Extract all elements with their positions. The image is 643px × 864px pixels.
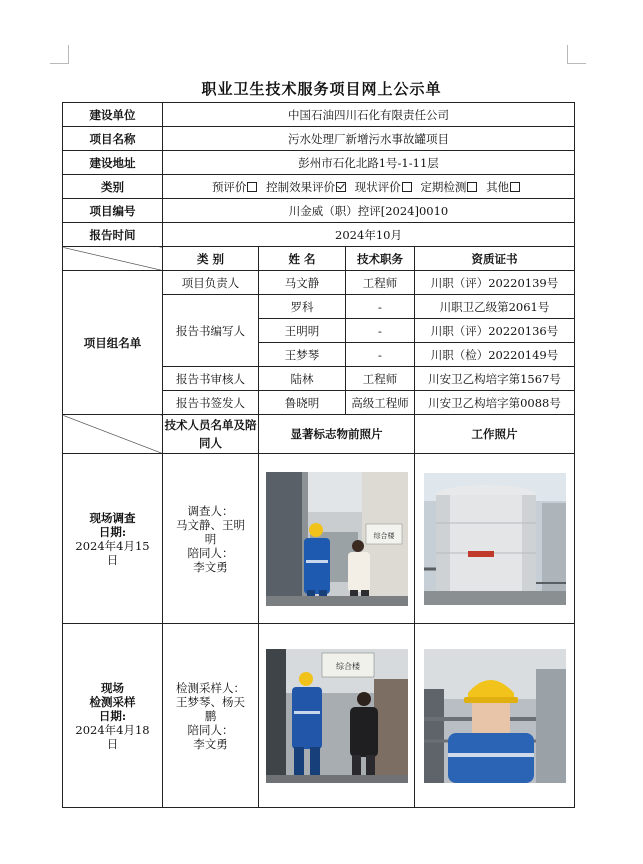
survey-work-photo [424, 473, 566, 605]
other-checkbox [510, 182, 520, 192]
member-title: - [346, 295, 415, 319]
member-cert: 川职（评）20220136号 [415, 319, 575, 343]
sampling-escort-name: 李文勇 [193, 736, 228, 751]
page-title: 职业卫生技术服务项目网上公示单 [201, 80, 442, 98]
project-number-label: 项目编号 [63, 199, 163, 223]
category-option-other: 其他 [486, 180, 525, 194]
row-category [63, 175, 575, 199]
sampling-label-cont: 检测采样 [89, 694, 136, 709]
header-staff-and-escort: 技术人员名单及陪同人 [163, 415, 259, 454]
sampling-landmark-photo-cell [259, 624, 415, 808]
member-title: - [346, 319, 415, 343]
sampling-date-suffix: 日 [106, 736, 119, 751]
category-option-status-evaluation: 现状评价 [355, 180, 417, 194]
survey-date-suffix: 日 [106, 552, 119, 567]
sampling-date: 2024年4月18 [75, 722, 150, 737]
member-name: 王明明 [259, 319, 346, 343]
member-title: 高级工程师 [346, 391, 415, 415]
sampling-date-cell [63, 624, 163, 808]
survey-escort-label: 陪同人： [187, 545, 234, 560]
category-options [163, 175, 575, 199]
member-title: 工程师 [346, 367, 415, 391]
member-name: 王梦琴 [259, 343, 346, 367]
svg-text:综合楼: 综合楼 [373, 531, 394, 540]
svg-text:综合楼: 综合楼 [335, 661, 360, 671]
header-category: 类 别 [163, 247, 259, 271]
survey-staff-names-cont: 明 [204, 531, 217, 546]
category-option-control-evaluation: 控制效果评价 [266, 180, 351, 194]
survey-staff-cell [163, 454, 259, 624]
member-cert: 川安卫乙构培字第0088号 [415, 391, 575, 415]
project-name-value: 污水处理厂新增污水事故罐项目 [163, 127, 575, 151]
construction-address-label: 建设地址 [63, 151, 163, 175]
survey-staff-names: 马文静、王明 [176, 517, 245, 532]
role-report-reviewer: 报告书审核人 [163, 367, 259, 391]
category-label: 类别 [63, 175, 163, 199]
control-evaluation-checkbox [336, 182, 346, 192]
sampling-landmark-photo [266, 649, 408, 783]
category-option-pre-evaluation: 预评价 [212, 180, 263, 194]
sampling-staff-label: 检测采样人： [176, 680, 245, 695]
survey-date-cell [63, 454, 163, 624]
sampling-work-photo-cell [415, 624, 575, 808]
sampling-staff-cell [163, 624, 259, 808]
survey-date-label: 日期: [98, 524, 127, 539]
report-time-label: 报告时间 [63, 223, 163, 247]
survey-label: 现场调查 [89, 510, 136, 525]
header-qualification: 资质证书 [415, 247, 575, 271]
role-report-issuer: 报告书签发人 [163, 391, 259, 415]
member-cert: 川职（评）20220139号 [415, 271, 575, 295]
survey-landmark-photo-cell [259, 454, 415, 624]
project-name-label: 项目名称 [63, 127, 163, 151]
sampling-staff-names-cont: 鹏 [204, 708, 217, 723]
project-number-value: 川金威（职）控评[2024]0010 [163, 199, 575, 223]
diagonal-header-cell [63, 247, 163, 271]
team-header-row [63, 247, 575, 271]
role-project-leader: 项目负责人 [163, 271, 259, 295]
survey-work-photo-cell [415, 454, 575, 624]
pre-evaluation-checkbox [247, 182, 257, 192]
sampling-work-photo [424, 649, 566, 783]
member-title: 工程师 [346, 271, 415, 295]
sampling-label: 现场 [101, 680, 124, 695]
role-report-writer: 报告书编写人 [163, 295, 259, 367]
member-cert: 川安卫乙构培字第1567号 [415, 367, 575, 391]
construction-unit-label: 建设单位 [63, 103, 163, 127]
member-title: - [346, 343, 415, 367]
member-cert: 川职（检）20220149号 [415, 343, 575, 367]
page-corner-mark-left [50, 45, 69, 64]
row-construction-address [63, 151, 575, 175]
sampling-escort-label: 陪同人： [187, 722, 234, 737]
member-name: 鲁晓明 [259, 391, 346, 415]
sampling-date-label: 日期: [98, 708, 127, 723]
team-row [63, 271, 575, 295]
sampling-row [63, 624, 575, 808]
diagonal-header-cell [63, 415, 163, 454]
row-report-time [63, 223, 575, 247]
category-option-periodic-testing: 定期检测 [420, 180, 482, 194]
disclosure-form-table [62, 102, 575, 808]
sampling-staff-names: 王梦琴、杨天 [176, 694, 245, 709]
row-project-number [63, 199, 575, 223]
header-work-photo: 工作照片 [415, 415, 575, 454]
survey-landmark-photo [266, 472, 408, 606]
header-technical-title: 技术职务 [346, 247, 415, 271]
report-time-value: 2024年10月 [163, 223, 575, 247]
periodic-testing-checkbox [467, 182, 477, 192]
photos-header-row [63, 415, 575, 454]
survey-escort-name: 李文勇 [193, 559, 228, 574]
survey-date: 2024年4月15 [75, 538, 150, 553]
row-project-name [63, 127, 575, 151]
member-name: 马文静 [259, 271, 346, 295]
member-name: 罗科 [259, 295, 346, 319]
header-name: 姓 名 [259, 247, 346, 271]
member-cert: 川职卫乙级第2061号 [415, 295, 575, 319]
construction-address-value: 彭州市石化北路1号-1-11层 [163, 151, 575, 175]
construction-unit-value: 中国石油四川石化有限责任公司 [163, 103, 575, 127]
row-construction-unit [63, 103, 575, 127]
member-name: 陆林 [259, 367, 346, 391]
status-evaluation-checkbox [402, 182, 412, 192]
team-label: 项目组名单 [63, 271, 163, 415]
header-landmark-photo: 显著标志物前照片 [259, 415, 415, 454]
survey-staff-label: 调查人： [187, 503, 234, 518]
page-corner-mark-right [567, 45, 586, 64]
survey-row [63, 454, 575, 624]
